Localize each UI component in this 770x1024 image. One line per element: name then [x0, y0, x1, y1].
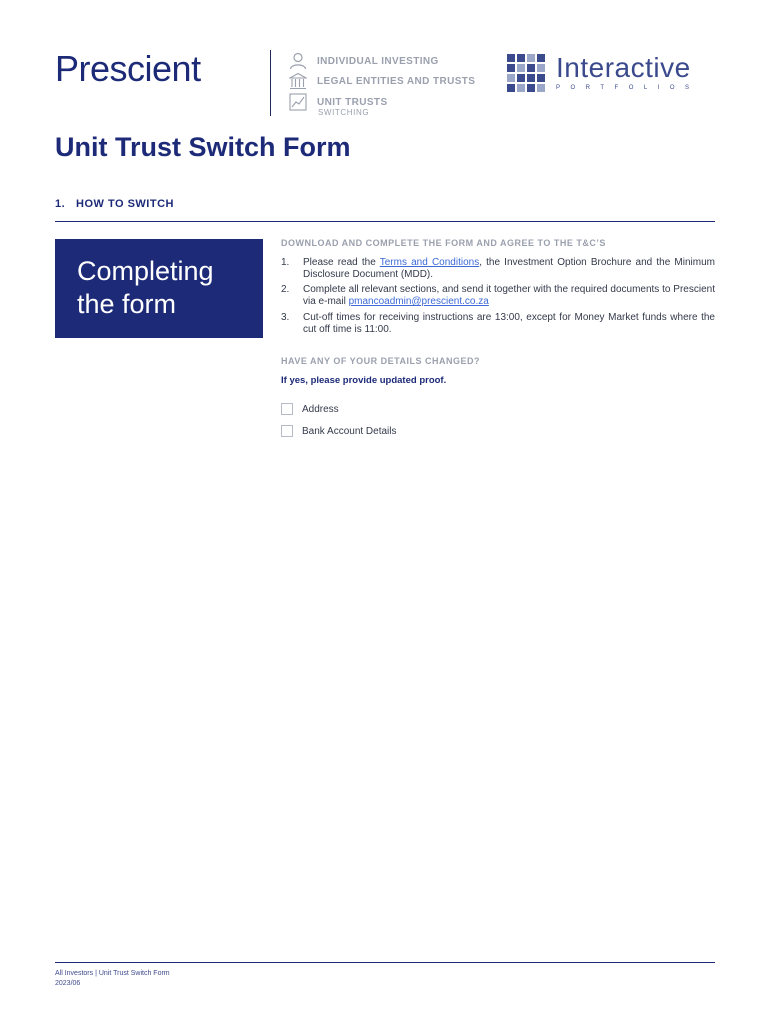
details-changed-prompt: If yes, please provide updated proof. — [281, 375, 447, 386]
building-icon — [289, 72, 307, 90]
nav-label: UNIT TRUSTS — [317, 96, 388, 108]
person-icon — [289, 52, 307, 70]
address-checkbox[interactable] — [281, 403, 293, 415]
nav-legal-entities — [289, 72, 475, 90]
download-heading: DOWNLOAD AND COMPLETE THE FORM AND AGREE TO THE T&C’S — [281, 238, 606, 248]
section-title: HOW TO SWITCH — [76, 198, 174, 210]
footer-date: 2023/06 — [55, 980, 81, 987]
instruction-step — [281, 312, 715, 336]
chart-icon — [289, 93, 307, 111]
nav-label: LEGAL ENTITIES AND TRUSTS — [317, 75, 476, 87]
instruction-step — [281, 257, 715, 281]
prescient-logo: Prescient — [55, 48, 201, 89]
interactive-logo-mark — [507, 54, 543, 90]
nav-individual-investing — [289, 52, 439, 70]
terms-link[interactable]: Terms and Conditions — [379, 257, 480, 268]
section-divider — [55, 221, 715, 222]
step-number: 1. — [281, 257, 290, 268]
address-label: Address — [302, 403, 339, 415]
step-text: Please read the Terms and Conditions, the Investment Option Brochure and the Minimum Disclosure Document (MDD). — [303, 257, 715, 280]
bank-account-option[interactable] — [281, 425, 397, 437]
address-option[interactable] — [281, 403, 339, 415]
section-number: 1. — [55, 198, 66, 210]
header-divider — [270, 50, 271, 116]
footer-divider — [55, 962, 715, 963]
partner-logo-tagline: PORTFOLIOS — [556, 85, 700, 91]
email-link[interactable]: pmancoadmin@prescient.co.za — [348, 296, 489, 307]
nav-sublabel: SWITCHING — [318, 108, 370, 117]
instruction-step — [281, 284, 715, 308]
bank-account-checkbox[interactable] — [281, 425, 293, 437]
step-number: 2. — [281, 284, 290, 295]
step-text: Cut-off times for receiving instructions are 13:00, except for Money Market funds where the cut off time is 11:00. — [303, 312, 715, 335]
footer-text: All Investors | Unit Trust Switch Form — [55, 970, 170, 977]
callout-text: Completing the form — [77, 256, 214, 319]
partner-logo-name: Interactive — [556, 52, 691, 83]
bank-account-label: Bank Account Details — [302, 425, 397, 437]
nav-label: INDIVIDUAL INVESTING — [317, 55, 439, 67]
step-text: Complete all relevant sections, and send it together with the required documents to Prescient via e-mail pmancoadmin@prescient.co.za — [303, 284, 715, 307]
step-number: 3. — [281, 312, 290, 323]
page-title: Unit Trust Switch Form — [55, 132, 351, 162]
details-changed-heading: HAVE ANY OF YOUR DETAILS CHANGED? — [281, 356, 481, 366]
